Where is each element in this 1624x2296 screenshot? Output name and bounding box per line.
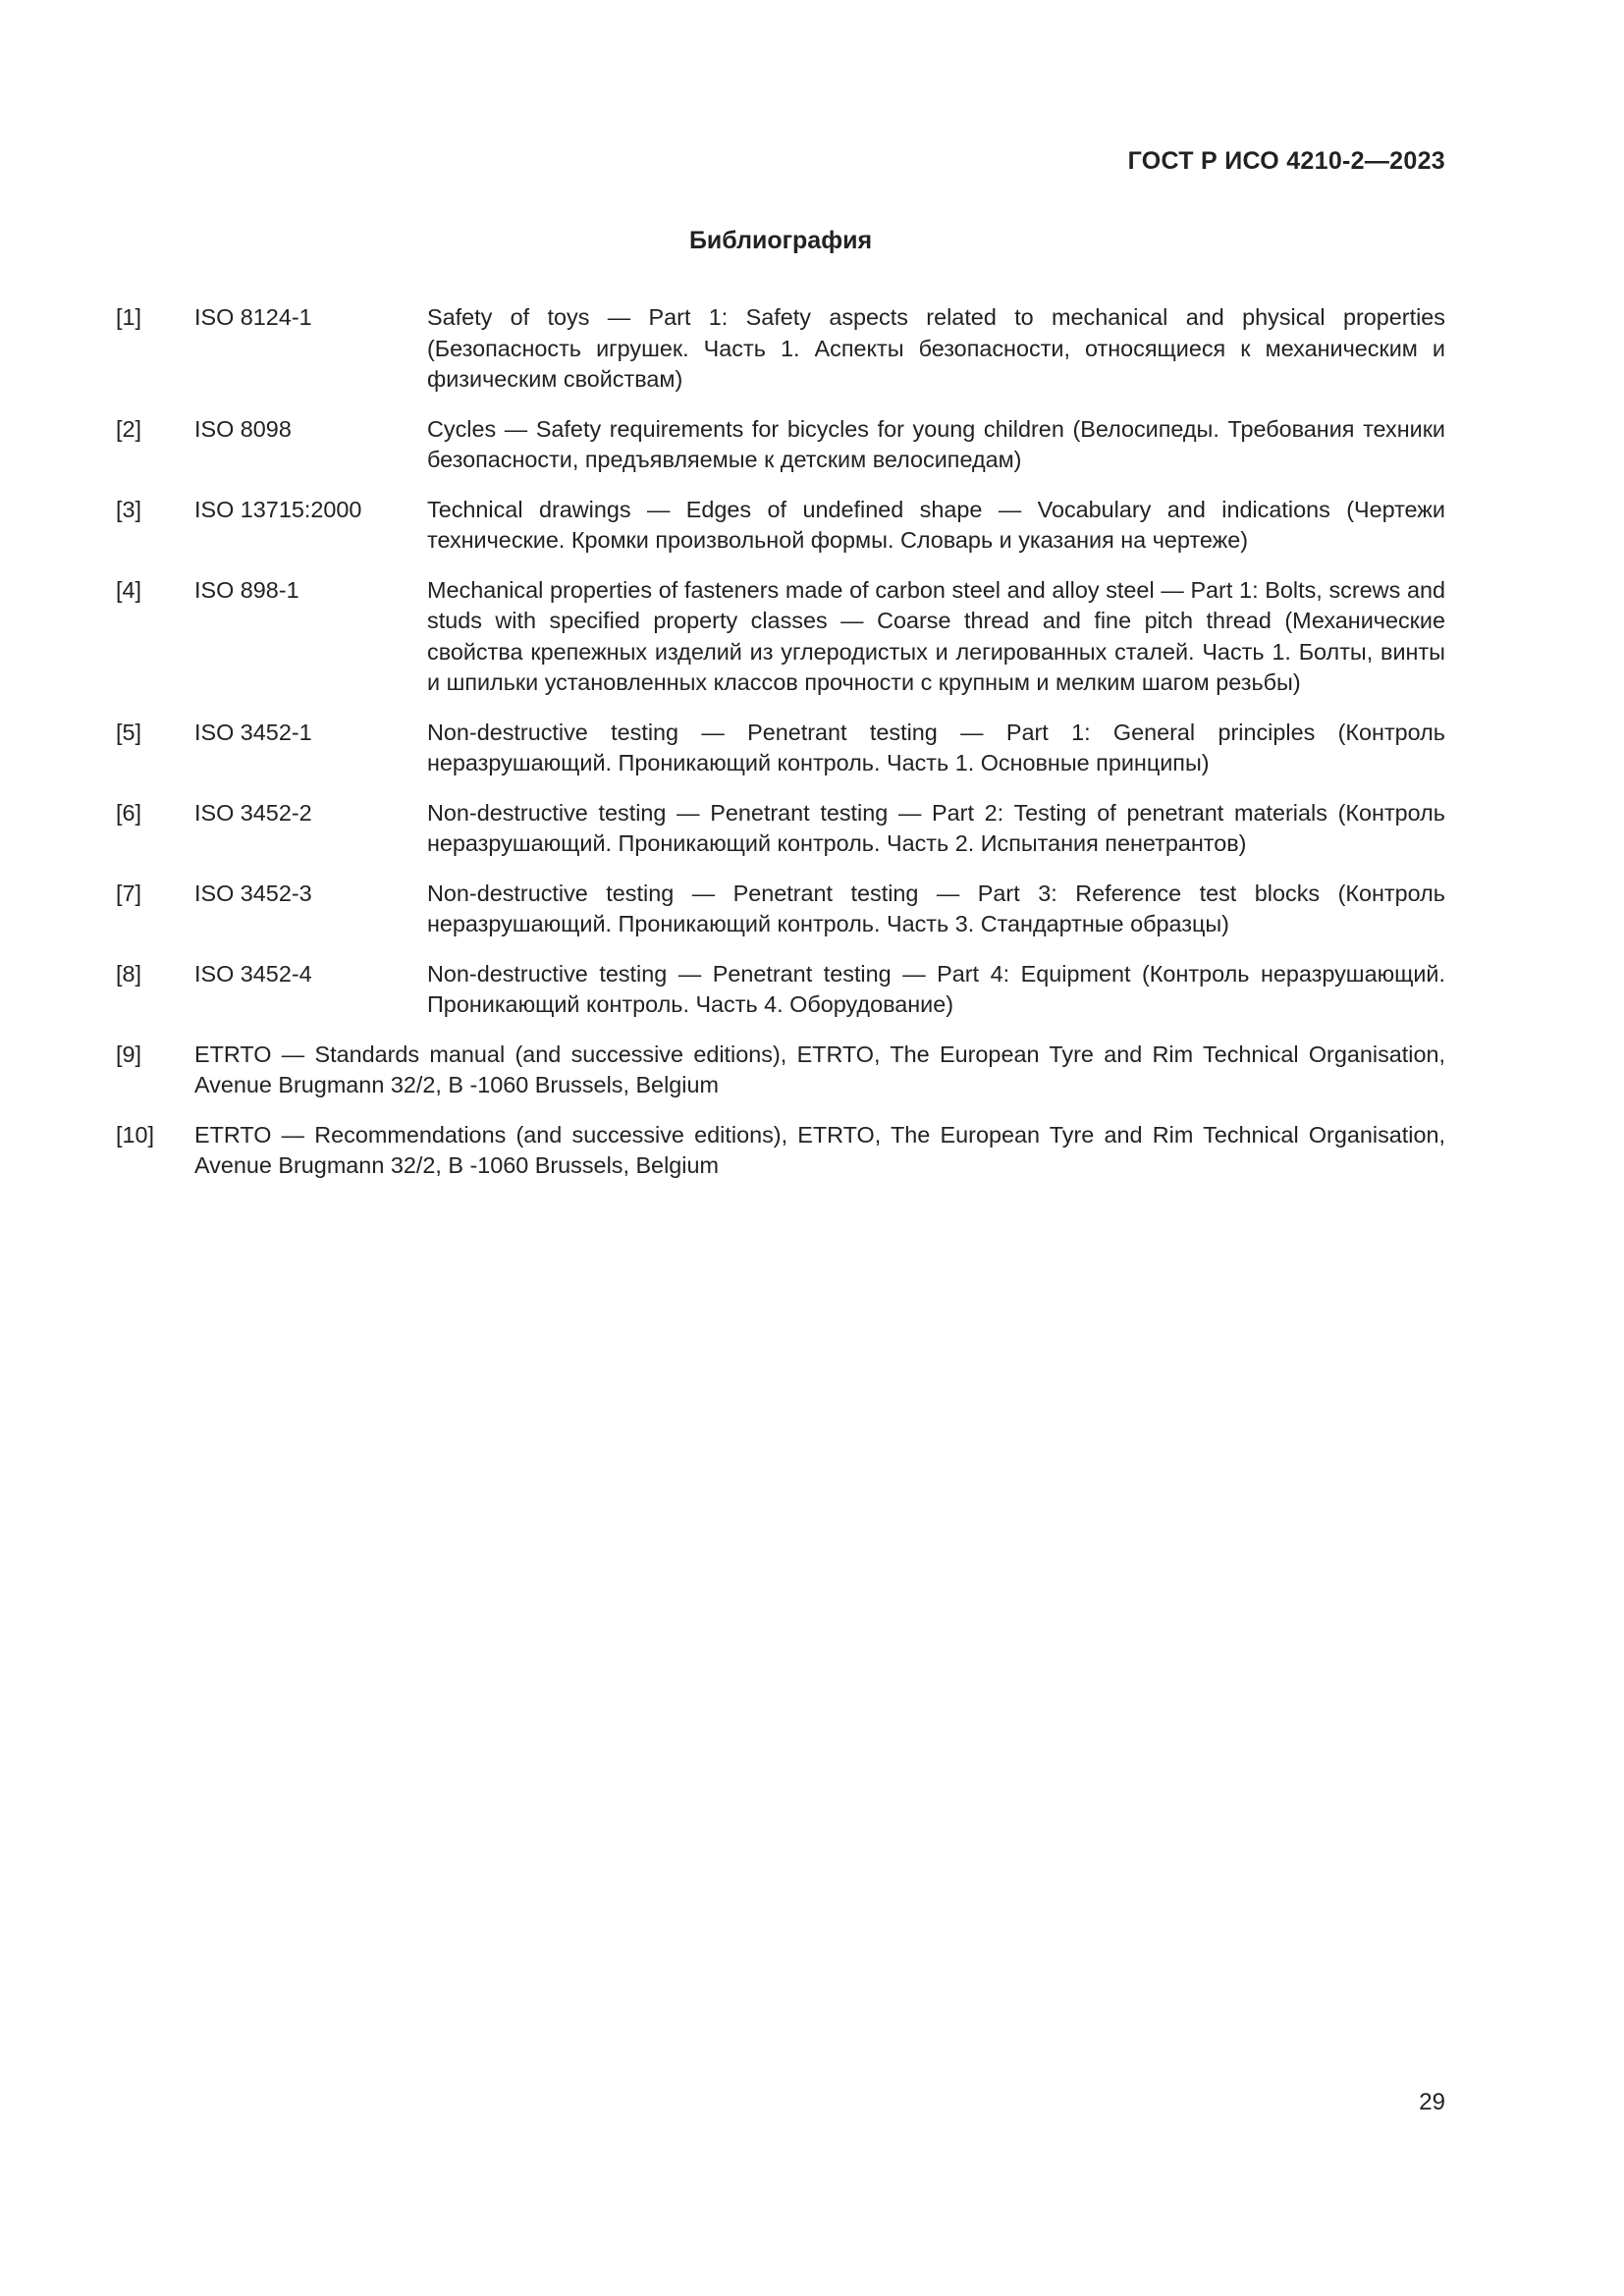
reference-text: Non-destructive testing — Penetrant testing — Part 4: Equipment (Контроль неразрушающий. Проникающий контроль. Часть 4. Оборудование) [427,960,1445,1017]
reference-text: Non-destructive testing — Penetrant testing — Part 1: General principles (Контроль неразрушающий. Проникающий контроль. Часть 1. Основные принципы) [427,719,1445,775]
page-number: 29 [1419,2089,1445,2115]
reference-text: Technical drawings — Edges of undefined shape — Vocabulary and indications (Чертежи технические. Кромки произвольной формы. Словарь и указания на чертеже) [427,496,1445,553]
reference-code: ISO 3452-3 [194,880,312,906]
reference-item-2 [116,414,1445,476]
reference-code: ISO 3452-1 [194,719,312,745]
reference-number: [5] [116,719,142,745]
reference-item-5 [116,718,1445,779]
reference-item-4 [116,575,1445,699]
bibliography-list [116,302,1445,1201]
reference-code: ISO 8098 [194,415,292,442]
reference-number: [10] [116,1121,155,1148]
reference-text: Cycles — Safety requirements for bicycles for young children (Велосипеды. Требования техники безопасности, предъявляемые к детским велосипедам) [427,415,1445,472]
reference-item-7 [116,879,1445,940]
reference-code: ISO 3452-2 [194,799,312,826]
reference-text: Non-destructive testing — Penetrant testing — Part 2: Testing of penetrant materials (Контроль неразрушающий. Проникающий контроль. Часть 2. Испытания пенетрантов) [427,799,1445,856]
reference-code: ISO 13715:2000 [194,496,362,522]
reference-item-1 [116,302,1445,396]
reference-number: [1] [116,304,142,330]
document-id-header: ГОСТ Р ИСО 4210-2—2023 [1127,147,1445,175]
reference-number: [2] [116,415,142,442]
reference-text: ETRTO — Standards manual (and successive editions), ETRTO, The European Tyre and Rim Technical Organisation, Avenue Brugmann 32/2, B -1060 Brussels, Belgium [194,1041,1445,1097]
reference-number: [4] [116,576,142,603]
reference-item-8 [116,959,1445,1021]
reference-item-10 [116,1120,1445,1182]
reference-number: [3] [116,496,142,522]
reference-text: Non-destructive testing — Penetrant testing — Part 3: Reference test blocks (Контроль неразрушающий. Проникающий контроль. Часть 3. Стандартные образцы) [427,880,1445,936]
reference-number: [8] [116,960,142,987]
reference-code: ISO 3452-4 [194,960,312,987]
reference-number: [6] [116,799,142,826]
bibliography-title: Библиография [688,227,873,254]
reference-code: ISO 898-1 [194,576,299,603]
reference-code: ISO 8124-1 [194,304,312,330]
reference-text: Mechanical properties of fasteners made of carbon steel and alloy steel — Part 1: Bolts, screws and studs with specified property classes — Coarse thread and fine pitch thread (Механические свойства крепежных изделий из углеродистых и легированных сталей. Часть 1. Болты, винты и шпильки установленных классов прочности с крупным и мелким шагом резьбы) [427,576,1445,695]
reference-item-6 [116,798,1445,860]
reference-text: ETRTO — Recommendations (and successive editions), ETRTO, The European Tyre and Rim Technical Organisation, Avenue Brugmann 32/2, B -1060 Brussels, Belgium [194,1121,1445,1178]
reference-number: [9] [116,1041,142,1067]
reference-number: [7] [116,880,142,906]
reference-text: Safety of toys — Part 1: Safety aspects related to mechanical and physical properties (Безопасность игрушек. Часть 1. Аспекты безопасности, относящиеся к механическим и физическим свойствам) [427,304,1445,392]
reference-item-3 [116,495,1445,557]
reference-item-9 [116,1040,1445,1101]
